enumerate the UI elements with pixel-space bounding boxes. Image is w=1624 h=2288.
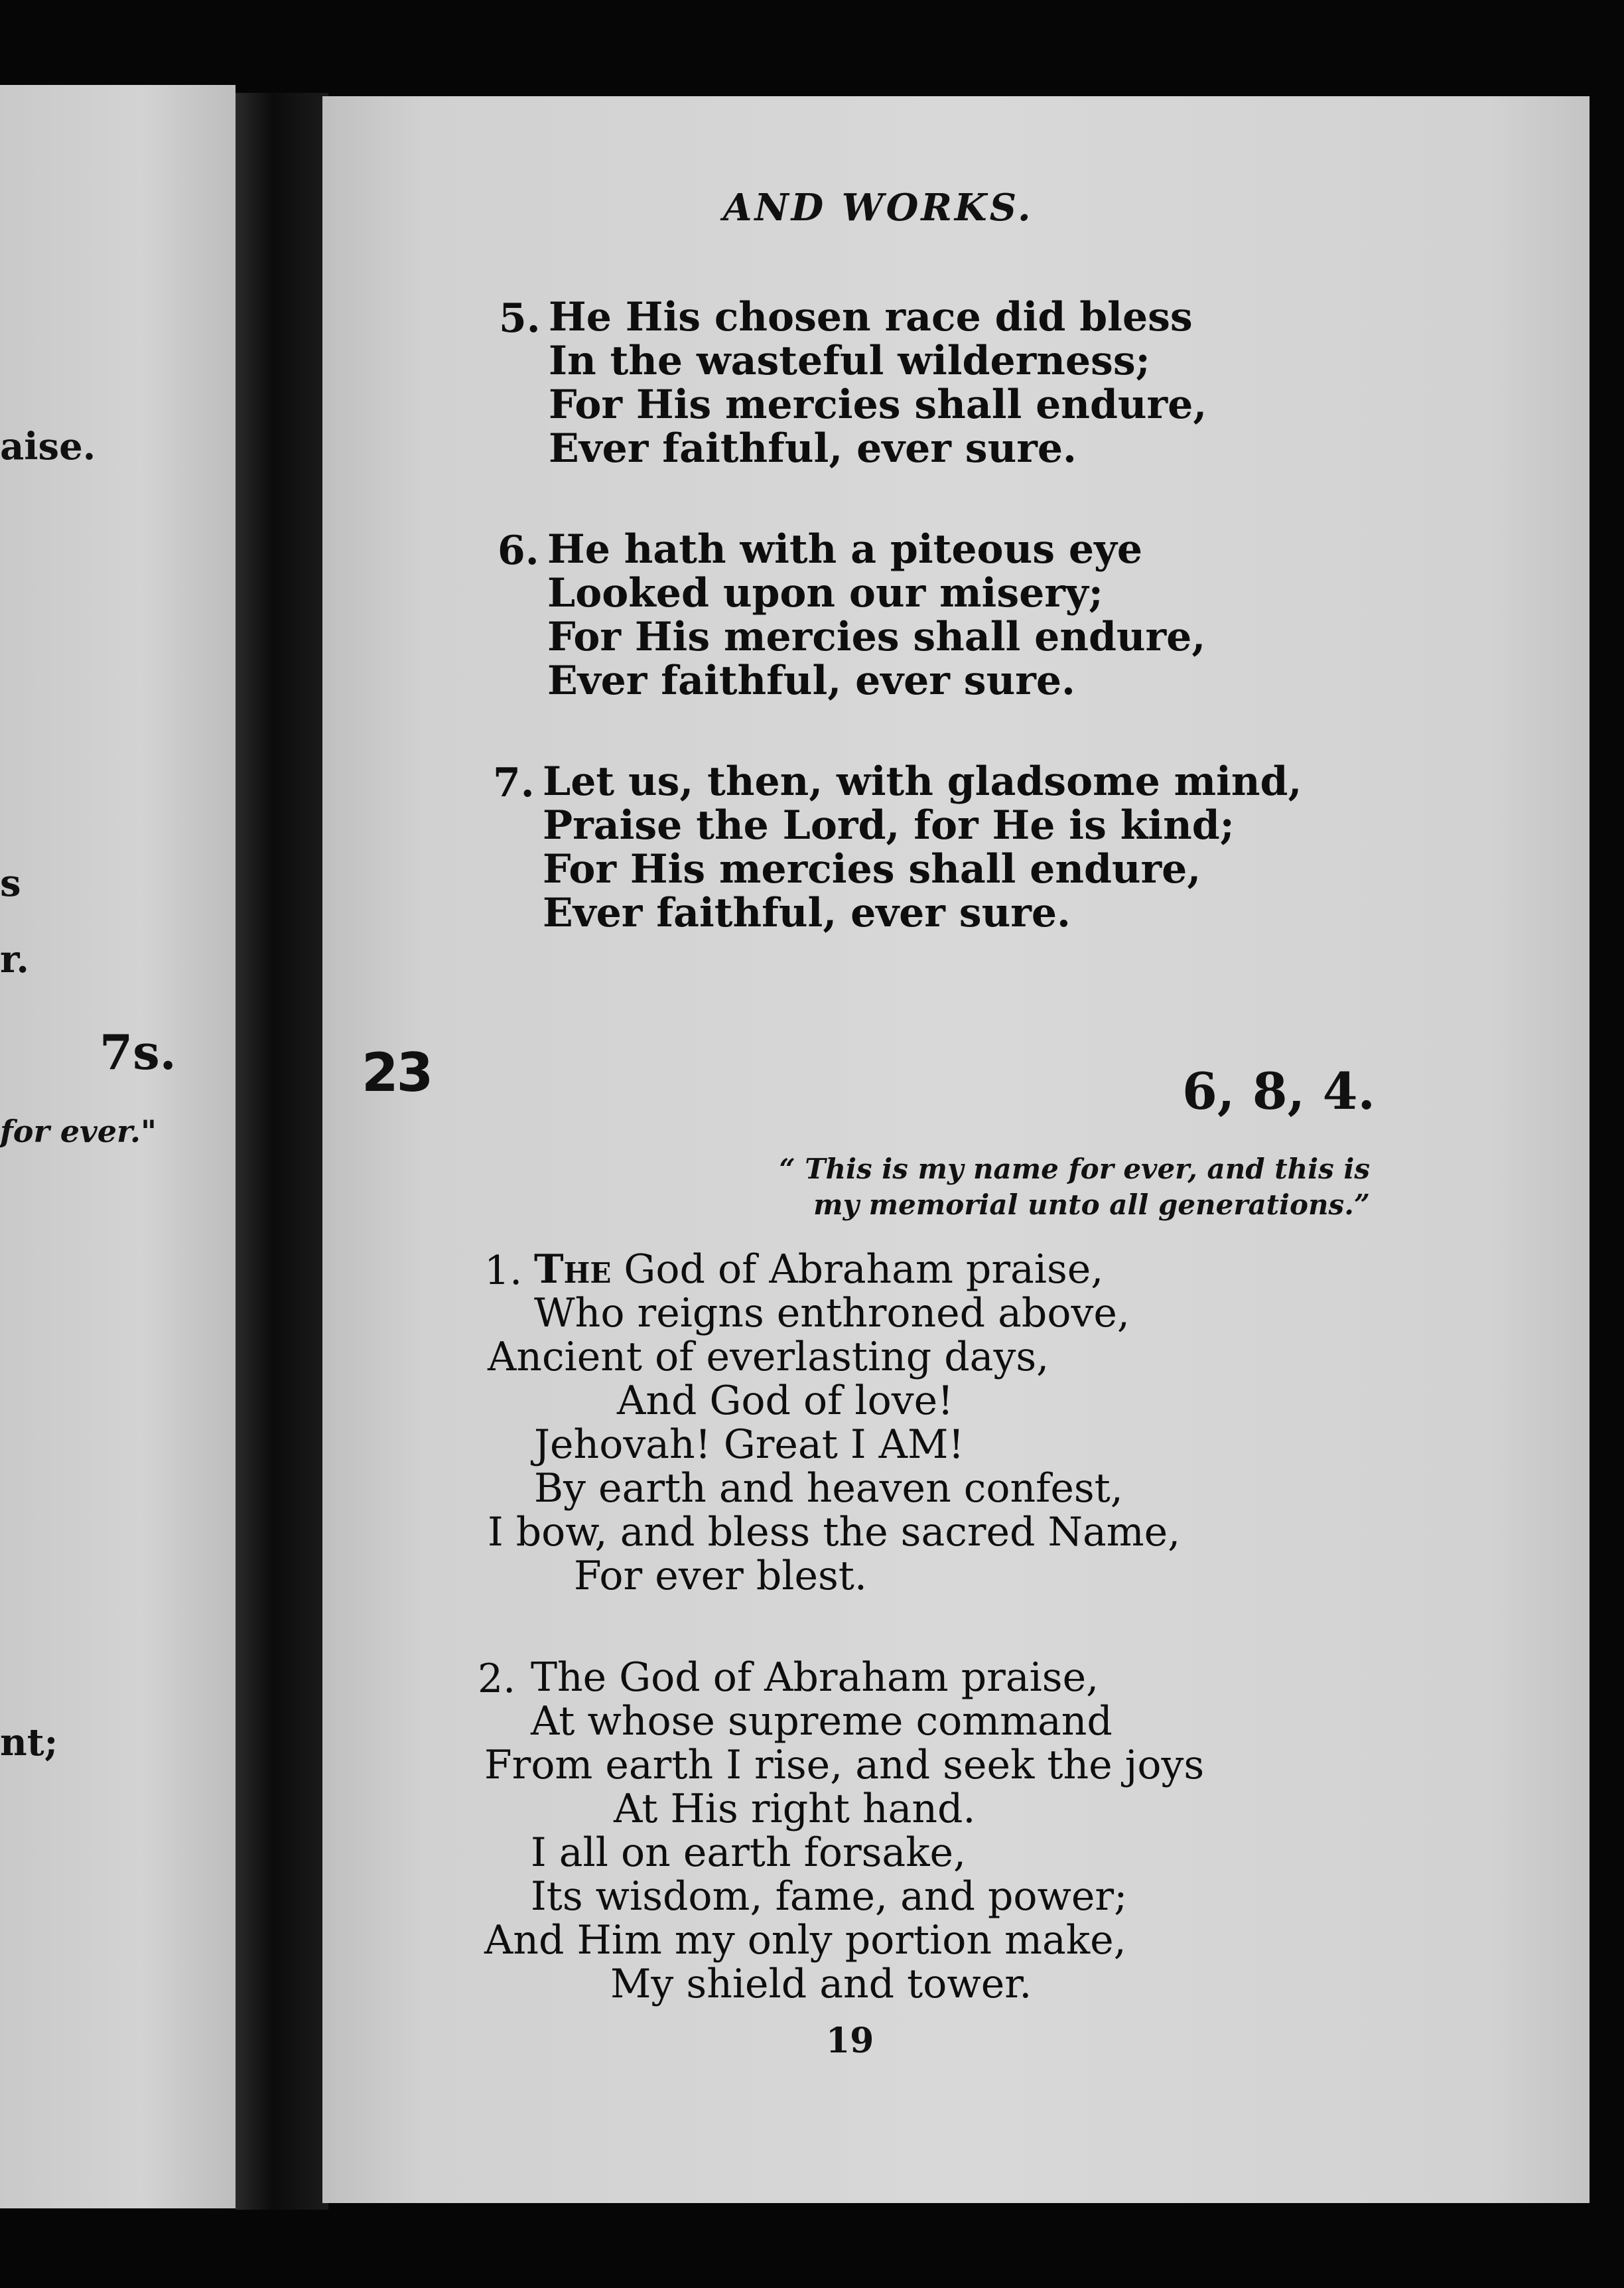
left-page-meter: 7s. <box>100 1024 176 1080</box>
hymn-number: 23 <box>362 1042 432 1104</box>
stanza-5 <box>499 294 1207 472</box>
verse-line: For His mercies shall endure, <box>549 382 1207 428</box>
verse-line: Ever faithful, ever sure. <box>547 658 1075 704</box>
verse-line: Let us, then, with gladsome mind, <box>543 758 1302 805</box>
hymn-meter: 6, 8, 4. <box>1182 1062 1375 1121</box>
verse-line: Ever faithful, ever sure. <box>549 425 1077 472</box>
verse-line: And Him my only portion make, <box>484 1917 1126 1964</box>
stanza-number: 5. <box>499 295 541 342</box>
stanza-number: 7. <box>493 760 535 806</box>
verse-line: From earth I rise, and seek the joys <box>484 1742 1205 1788</box>
left-page-fragment: s <box>0 861 21 905</box>
verse-line: Who reigns enthroned above, <box>534 1290 1130 1336</box>
hymn-23-stanza-1 <box>484 1246 1181 1599</box>
verse-line: I all on earth forsake, <box>531 1829 967 1876</box>
stanza-7 <box>493 758 1302 936</box>
epigraph-line: my memorial unto all generations.” <box>813 1188 1370 1221</box>
left-page-fragment: for ever." <box>0 1113 157 1149</box>
verse-line: At His right hand. <box>614 1786 976 1832</box>
epigraph-line: “ This is my name for ever, and this is <box>779 1153 1370 1185</box>
verse-line: For His mercies shall endure, <box>547 614 1206 660</box>
first-word: The <box>534 1246 612 1293</box>
verse-line: He hath with a piteous eye <box>547 526 1143 573</box>
stanza-number: 6. <box>498 528 539 574</box>
verse-line: The God of Abraham praise, <box>531 1654 1099 1701</box>
left-page-fragment: nt; <box>0 1721 58 1764</box>
verse-line: Jehovah! Great I AM! <box>534 1421 965 1468</box>
verse-line: By earth and heaven confest, <box>534 1465 1123 1512</box>
stanza-number: 1. <box>484 1248 523 1294</box>
epigraph <box>720 1151 1370 1223</box>
verse-line: I bow, and bless the sacred Name, <box>488 1509 1181 1555</box>
stanza-number: 2. <box>478 1656 516 1702</box>
verse-line: God of Abraham praise, <box>611 1246 1104 1293</box>
verse-line: In the wasteful wilderness; <box>549 338 1150 384</box>
stanza-6 <box>498 526 1206 704</box>
verse-line: For ever blest. <box>574 1553 867 1599</box>
verse-line: At whose supreme command <box>531 1698 1113 1745</box>
verse-line: Its wisdom, fame, and power; <box>531 1873 1128 1920</box>
verse-line: Looked upon our misery; <box>547 570 1103 616</box>
hymn-23-stanza-2 <box>478 1654 1205 2007</box>
verse-line: And God of love! <box>617 1378 954 1424</box>
verse-line: Ancient of everlasting days, <box>488 1334 1049 1380</box>
book-spine-gutter <box>236 93 328 2210</box>
verse-line: Ever faithful, ever sure. <box>543 890 1071 936</box>
page-number: 19 <box>826 2021 874 2061</box>
left-page-fragment: aise. <box>0 425 96 468</box>
verse-line: Praise the Lord, for He is kind; <box>543 802 1235 849</box>
left-page-fragment: r. <box>0 938 29 981</box>
running-head: AND WORKS. <box>723 186 1034 230</box>
verse-line: He His chosen race did bless <box>549 294 1193 340</box>
verse-line: For His mercies shall endure, <box>543 846 1201 893</box>
left-page <box>0 85 236 2208</box>
verse-line: My shield and tower. <box>610 1961 1032 2007</box>
